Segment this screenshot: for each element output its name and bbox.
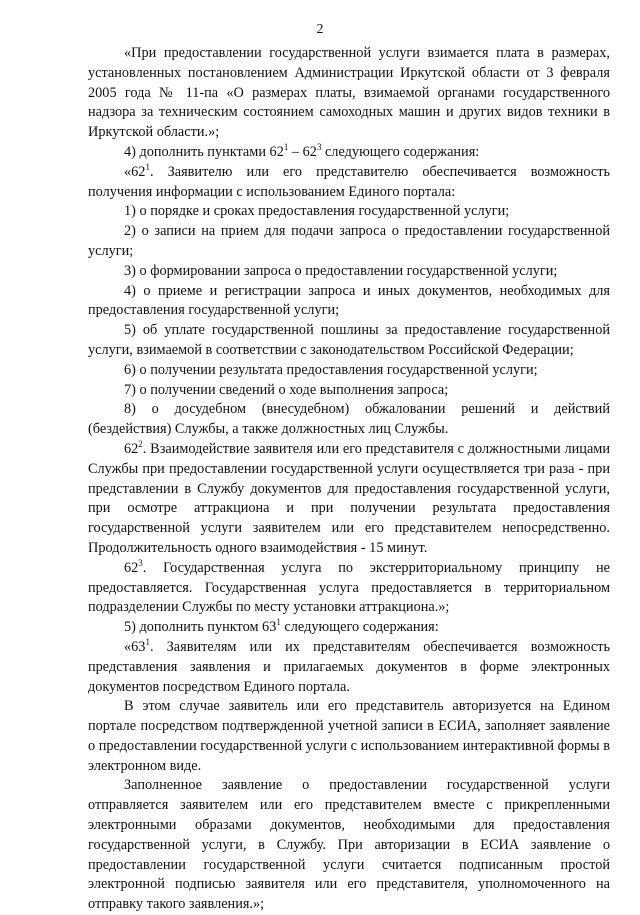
- paragraph-62-2: $62^2$. Взаимодействие заявителя или его представителя с должностными лицами Службы при предоставлении государственной услуги осуществляется три раза - при представлении в Службу документов для предоставления государственной услуги, при осмотре аттракциона и при получении результата предоставления государственной услуги заявителем или его представителем непосредственно. Продолжительность одного взаимодействия - 15 минут.: [88, 439, 610, 556]
- paragraph-amendment-4: 4) дополнить пунктами $62^1 - 62^3$ следующего содержания:: [124, 142, 480, 160]
- list-item-6: 6) о получении результата предоставления государственной услуги;: [124, 361, 538, 378]
- page-number: 2: [316, 22, 324, 37]
- paragraph-authorization: В этом случае заявитель или его представитель авторизуется на Едином портале посредством подтвержденной учетной записи в ЕСИА, заполняет заявление о предоставлении государственной услуги с использованием интерактивной формы в электронном виде.: [88, 698, 610, 774]
- paragraph-submission: Заполненное заявление о предоставлении государственной услуги отправляется заявителем или его представителем вместе с прикрепленными электронными образами документов, необходимыми для предоставления государственной услуги, в Службу. При авторизации в ЕСИА заявление о предоставлении государственной услуги считается подписанным простой электронной подписью заявителя или его представителя, уполномоченного на отправку такого заявления.»;: [88, 777, 610, 913]
- list-item-1: 1) о порядке и сроках предоставления государственной услуги;: [124, 203, 510, 220]
- list-item-3: 3) о формировании запроса о предоставлении государственной услуги;: [124, 262, 558, 279]
- paragraph-62-3: $62^3$. Государственная услуга по экстерриториальному принципу не предоставляется. Государственная услуга предоставляется в территориальном подразделении Службы по месту установки аттракциона.»;: [88, 557, 610, 616]
- paragraph-amendment-5: 5) дополнить пунктом $63^1$ следующего содержания:: [124, 617, 439, 636]
- paragraph-fee-clause: «При предоставлении государственной услуги взимается плата в размерах, установленных постановлением Администрации Иркутской области от 3 февраля 2005 года № 11-па «О размерах платы, взимаемой органами государственного надзора за техническим состоянием самоходных машин и других видов техники в Иркутской области.»;: [88, 45, 610, 141]
- list-item-8: 8) о досудебном (внесудебном) обжаловании решений и действий (бездействия) Службы, а также должностных лиц Службы.: [88, 401, 610, 438]
- paragraph-62-1: «$62^1$. Заявителю или его представителю обеспечивается возможность получения информации с использованием Единого портала:: [88, 162, 610, 200]
- document-body: [88, 44, 610, 915]
- list-item-2: 2) о записи на прием для подачи запроса о предоставлении государственной услуги;: [88, 223, 610, 259]
- list-item-7: 7) о получении сведений о ходе выполнения запроса;: [124, 381, 449, 398]
- list-item-5: 5) об уплате государственной пошлины за предоставление государственной услуги, взимаемой в соответствии с законодательством Российской Федерации;: [88, 322, 610, 358]
- list-item-4: 4) о приеме и регистрации запроса и иных документов, необходимых для предоставления государственной услуги;: [88, 282, 610, 319]
- paragraph-63-1: «$63^1$. Заявителям или их представителям обеспечивается возможность представления заявления и прилагаемых документов в форме электронных документов посредством Единого портала.: [88, 637, 610, 695]
